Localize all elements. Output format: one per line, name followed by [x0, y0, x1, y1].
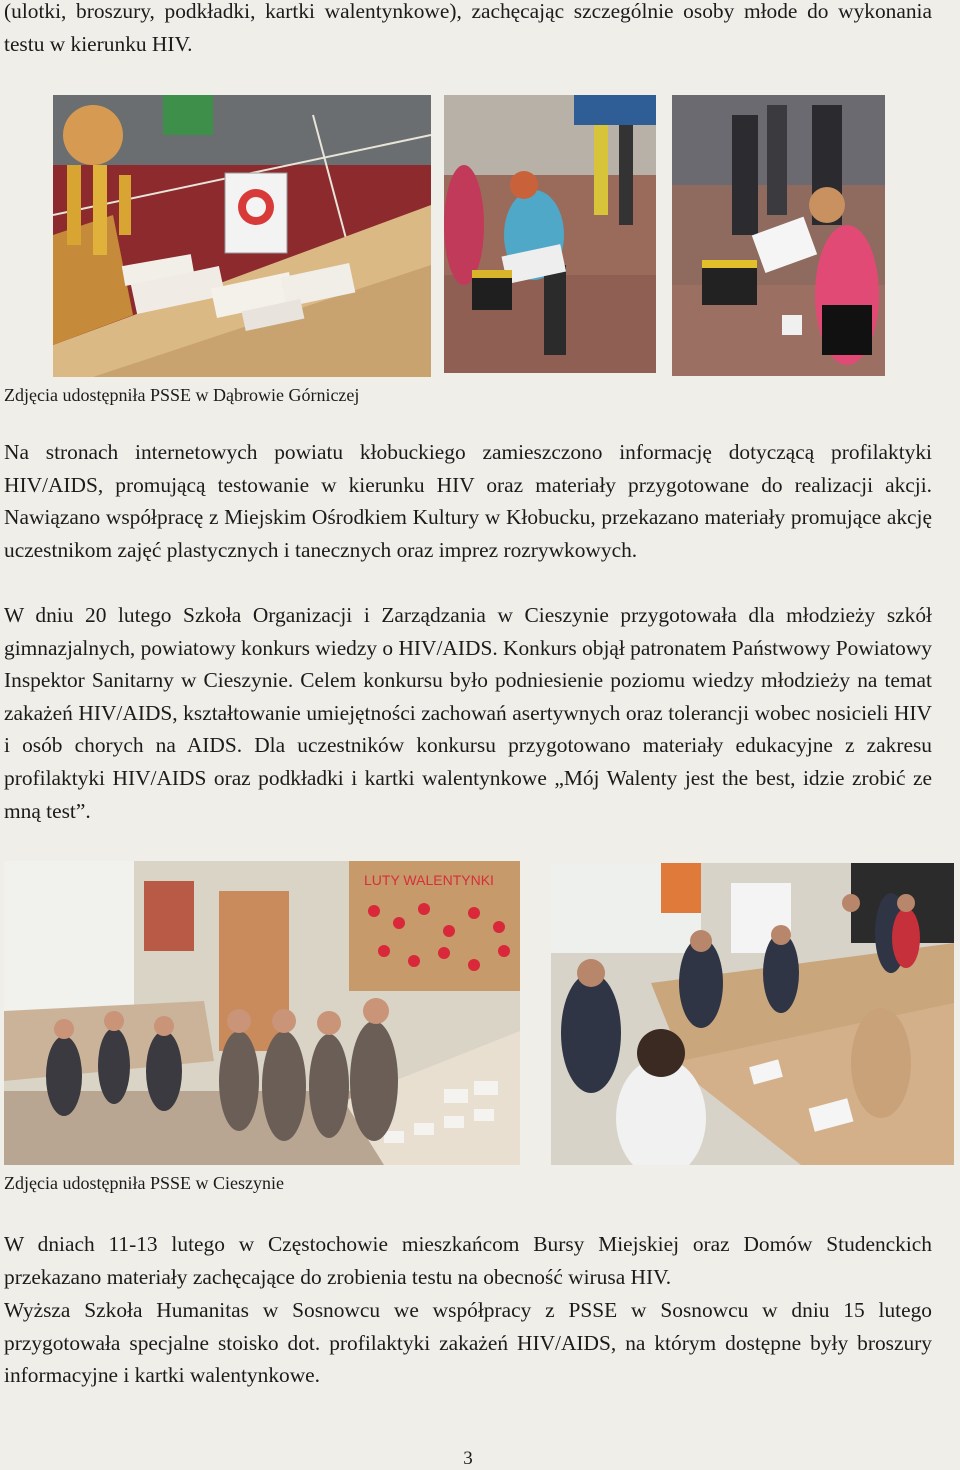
klobuck-paragraph: Na stronach internetowych powiatu kłobuckiego zamieszczono informację dotyczącą profilaktyki HIV/AIDS, promującą testowanie w kierunku HIV oraz materiały przygotowane do realizacji akcji. Nawiązano współpracę z Miejskim Ośrodkiem Kultury w Kłobucku, przekazano materiały promujące akcję uczestnikom zajęć plastycznych i tanecznych oraz imprez rozrywkowych. — [4, 440, 932, 562]
sosnowiec-paragraph: Wyższa Szkoła Humanitas w Sosnowcu we współpracy z PSSE w Sosnowcu w dniu 15 lutego przygotowała specjalne stoisko dot. profilaktyki zakażeń HIV/AIDS, na którym dostępne były broszury informacyjne i kartki walentynkowe. — [4, 1298, 932, 1388]
photo-caption-cieszyn: Zdjęcia udostępniła PSSE w Cieszynie — [4, 1173, 284, 1193]
page-number: 3 — [463, 1448, 473, 1469]
photo-caption-dabrowa: Zdjęcia udostępniła PSSE w Dąbrowie Górniczej — [4, 385, 360, 405]
photo-classroom-test — [551, 863, 954, 1165]
cieszyn-paragraph: W dniu 20 lutego Szkoła Organizacji i Zarządzania w Cieszynie przygotowała dla młodzieży szkół gimnazjalnych, powiatowy konkurs wiedzy o HIV/AIDS. Konkurs objął patronatem Państwowy Powiatowy Inspektor Sanitarny w Cieszynie. Celem konkursu było podniesienie poziomu wiedzy młodzieży na temat zakażeń HIV/AIDS, kształtowanie umiejętności zachowań asertywnych oraz tolerancji wobec nosicieli HIV i osób chorych na AIDS. Dla uczestników konkursu przygotowano materiały edukacyjne z zakresu profilaktyki HIV/AIDS oraz podkładki i kartki walentynkowe „Mój Walenty jest the best, idzie zrobić ze mną test”. — [4, 603, 932, 823]
photo-classroom-valentine-board — [4, 861, 520, 1165]
photo-outdoor-stand-1 — [444, 95, 656, 373]
photo-trophy-table — [53, 95, 431, 377]
intro-paragraph: (ulotki, broszury, podkładki, kartki walentynkowe), zachęcając szczególnie osoby młode do wykonania testu w kierunku HIV. — [4, 0, 932, 56]
photo-outdoor-stand-2 — [672, 95, 885, 376]
board-title: LUTY WALENTYNKI — [364, 872, 494, 888]
czestochowa-paragraph: W dniach 11-13 lutego w Częstochowie mieszkańcom Bursy Miejskiej oraz Domów Studenckich przekazano materiały zachęcające do zrobienia testu na obecność wirusa HIV. — [4, 1232, 932, 1289]
